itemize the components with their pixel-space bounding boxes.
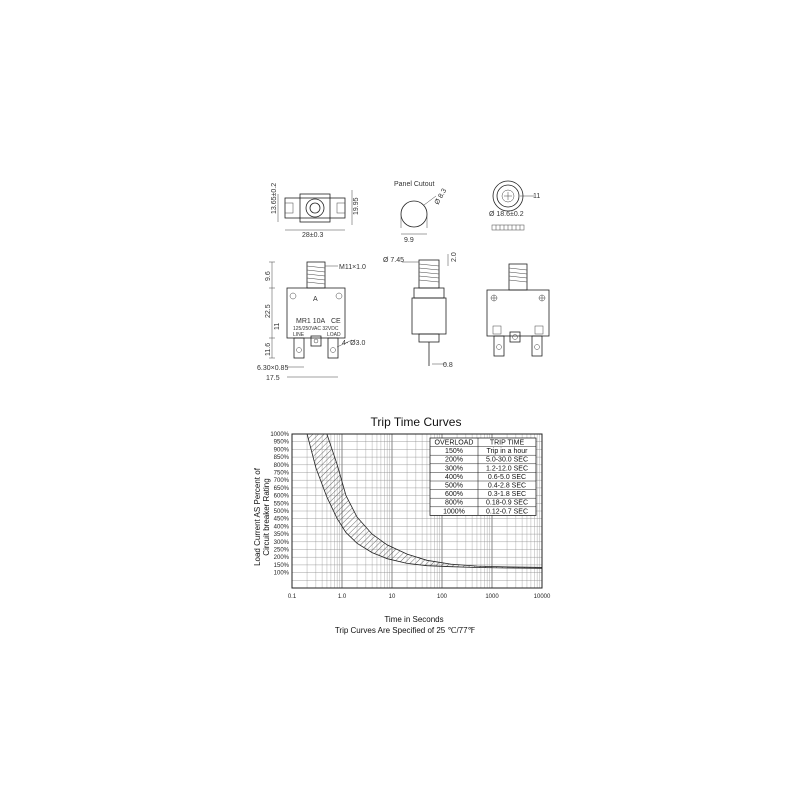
chart-xlabel: Time in Seconds [384, 615, 444, 624]
x-tick-label: 1000 [485, 594, 499, 600]
knob-right-label: 11 [533, 193, 541, 200]
y-tick-label: 750% [273, 470, 289, 477]
dim-top-height: 13.65±0.2 [271, 182, 278, 214]
dim-top-right: 19.95 [353, 197, 360, 215]
y-tick-label: 550% [273, 501, 289, 508]
y-tick-label: 850% [273, 455, 289, 462]
table-cell-overload: 800% [445, 499, 463, 507]
x-tick-label: 10000 [533, 594, 551, 600]
y-tick-label: 100% [273, 570, 289, 577]
x-tick-label: 1.0 [337, 594, 347, 600]
y-tick-label: 900% [273, 447, 289, 454]
x-tick-label: 10 [388, 594, 396, 600]
y-tick-label: 700% [273, 478, 289, 485]
table-cell-overload: 400% [445, 473, 463, 481]
front-label-rating: 125/250VAC 32VDC [293, 326, 339, 332]
chart-title: Trip Time Curves [370, 415, 462, 429]
chart-ylabel-line2: Circuit breaker Rating [262, 478, 271, 556]
cutout-width: 9.9 [404, 237, 414, 244]
y-tick-label: 600% [273, 493, 289, 500]
front-hole: 4- Ø3.0 [342, 340, 366, 347]
table-header-overload: OVERLOAD [434, 439, 474, 447]
table-cell-trip-time: Trip in a hour [486, 448, 528, 456]
table-cell-trip-time: 0.18-0.9 SEC [485, 499, 529, 507]
y-tick-label: 400% [273, 524, 289, 531]
top-view [271, 183, 360, 239]
front-label-load: LOAD [327, 332, 341, 338]
front-dim-base: 17.5 [266, 375, 280, 382]
overload-table [430, 438, 536, 515]
table-cell-overload: 1000% [443, 508, 465, 516]
y-tick-label: 150% [273, 562, 289, 569]
table-cell-overload: 300% [445, 465, 463, 473]
y-tick-label: 500% [273, 509, 289, 515]
side-dim-bottom: 0.8 [443, 362, 453, 369]
side-diameter: Ø 7.45 [383, 257, 405, 264]
cutout-diameter: Ø 8.3 [433, 187, 449, 206]
front-view [257, 262, 366, 382]
side-view [383, 252, 458, 369]
chart-ylabel-line1: Load Current AS Percent of [253, 468, 262, 566]
table-header-trip-time: TRIP TIME [489, 439, 525, 447]
x-tick-label: 100 [436, 594, 448, 600]
y-ticks [270, 432, 289, 577]
table-cell-trip-time: 1.2-12.0 SEC [485, 465, 529, 473]
y-tick-label: 200% [273, 555, 289, 562]
panel-cutout-title: Panel Cutout [394, 181, 435, 188]
x-tick-label: 0.1 [287, 594, 297, 600]
front-dim-terminal: 6.30×0.85 [257, 365, 289, 372]
chart-note: Trip Curves Are Specified of 25 ℃/77℉ [334, 626, 476, 635]
thread-label: M11×1.0 [339, 264, 366, 271]
table-cell-trip-time: 0.4-2.8 SEC [487, 482, 527, 490]
panel-cutout [394, 181, 448, 244]
table-cell-trip-time: 5.0-30.0 SEC [485, 456, 529, 464]
front-label-ce: CE [331, 318, 341, 325]
front-dim-mid1: 22.5 [265, 304, 272, 318]
table-cell-overload: 500% [445, 482, 463, 490]
knob-view [489, 181, 540, 230]
x-ticks [288, 594, 551, 600]
y-tick-label: 950% [273, 439, 289, 446]
y-tick-label: 250% [273, 547, 289, 554]
front-label-line: LINE [293, 332, 305, 338]
table-cell-trip-time: 0.6-5.0 SEC [487, 473, 527, 481]
front-dim-top: 9.6 [265, 271, 272, 281]
table-cell-trip-time: 0.3-1.8 SEC [487, 491, 527, 499]
front-dim-low: 11.6 [265, 342, 272, 356]
front-dim-mid2: 11 [274, 322, 281, 330]
y-tick-label: 1000% [270, 432, 289, 438]
y-tick-label: 650% [273, 485, 289, 492]
y-tick-label: 800% [273, 462, 289, 469]
table-cell-overload: 600% [445, 491, 463, 499]
table-cell-trip-time: 0.12-0.7 SEC [485, 508, 529, 516]
trip-time-chart [253, 415, 551, 635]
rear-view [487, 264, 549, 356]
y-tick-label: 450% [273, 516, 289, 523]
front-label-a: A [313, 296, 318, 303]
table-cell-overload: 200% [445, 456, 463, 464]
y-tick-label: 350% [273, 532, 289, 539]
y-tick-label: 300% [273, 539, 289, 546]
dim-top-width: 28±0.3 [302, 232, 324, 239]
front-label-model: MR1 10A [296, 318, 326, 325]
table-cell-overload: 150% [445, 448, 463, 456]
knob-diameter: Ø 18.6±0.2 [489, 211, 524, 218]
side-top-dim: 2.0 [451, 252, 458, 262]
